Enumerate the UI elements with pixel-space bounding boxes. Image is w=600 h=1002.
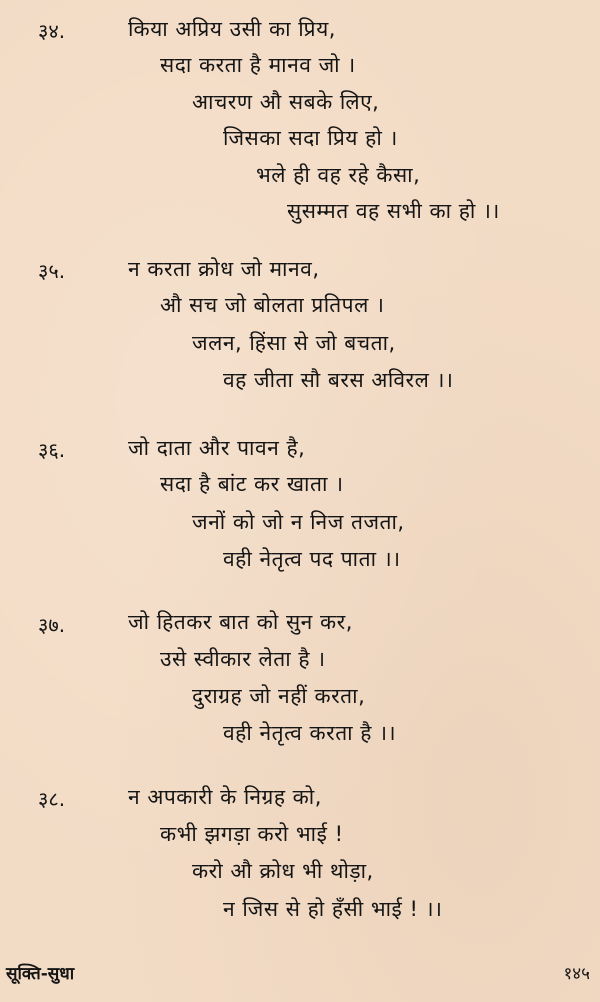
verse-number: ३६. (38, 438, 66, 462)
verse-line: न करता क्रोध जो मानव, (128, 257, 320, 281)
verse-line: किया अप्रिय उसी का प्रिय, (128, 17, 336, 41)
verse-line: जलन, हिंसा से जो बचता, (192, 331, 396, 355)
verse-line: औ सच जो बोलता प्रतिपल । (160, 293, 385, 317)
verse-line: सदा है बांट कर खाता । (160, 472, 344, 496)
verse-line: न जिस से हो हँसी भाई ! ।। (223, 897, 443, 921)
verse-line: वह जीता सौ बरस अविरल ।। (223, 368, 454, 392)
page-number: १४५ (563, 964, 590, 984)
verse-line: वही नेतृत्व पद पाता ।। (223, 547, 401, 571)
verse-number: ३८. (38, 787, 66, 811)
book-title-footer: सूक्ति-सुधा (6, 964, 75, 984)
verse-line: न अपकारी के निग्रह को, (128, 785, 322, 809)
verse-number: ३४. (38, 19, 66, 43)
verse-line: जिसका सदा प्रिय हो । (223, 126, 398, 150)
verse-line: आचरण औ सबके लिए, (192, 90, 380, 114)
verse-line: वही नेतृत्व करता है ।। (223, 721, 397, 745)
verse-line: उसे स्वीकार लेता है । (160, 647, 326, 671)
verse-line: सुसम्मत वह सभी का हो ।। (287, 199, 500, 223)
verse-line: भले ही वह रहे कैसा, (256, 163, 421, 187)
verse-number: ३७. (38, 613, 66, 637)
verse-number: ३५. (38, 259, 66, 283)
verse-line: जो दाता और पावन है, (128, 436, 306, 460)
verse-line: कभी झगड़ा करो भाई ! (160, 822, 344, 846)
verse-line: जो हितकर बात को सुन कर, (128, 610, 353, 634)
verse-line: जनों को जो न निज तजता, (192, 510, 405, 534)
verse-line: करो औ क्रोध भी थोड़ा, (192, 859, 374, 883)
verse-line: दुराग्रह जो नहीं करता, (192, 684, 366, 708)
verse-line: सदा करता है मानव जो । (160, 53, 356, 77)
